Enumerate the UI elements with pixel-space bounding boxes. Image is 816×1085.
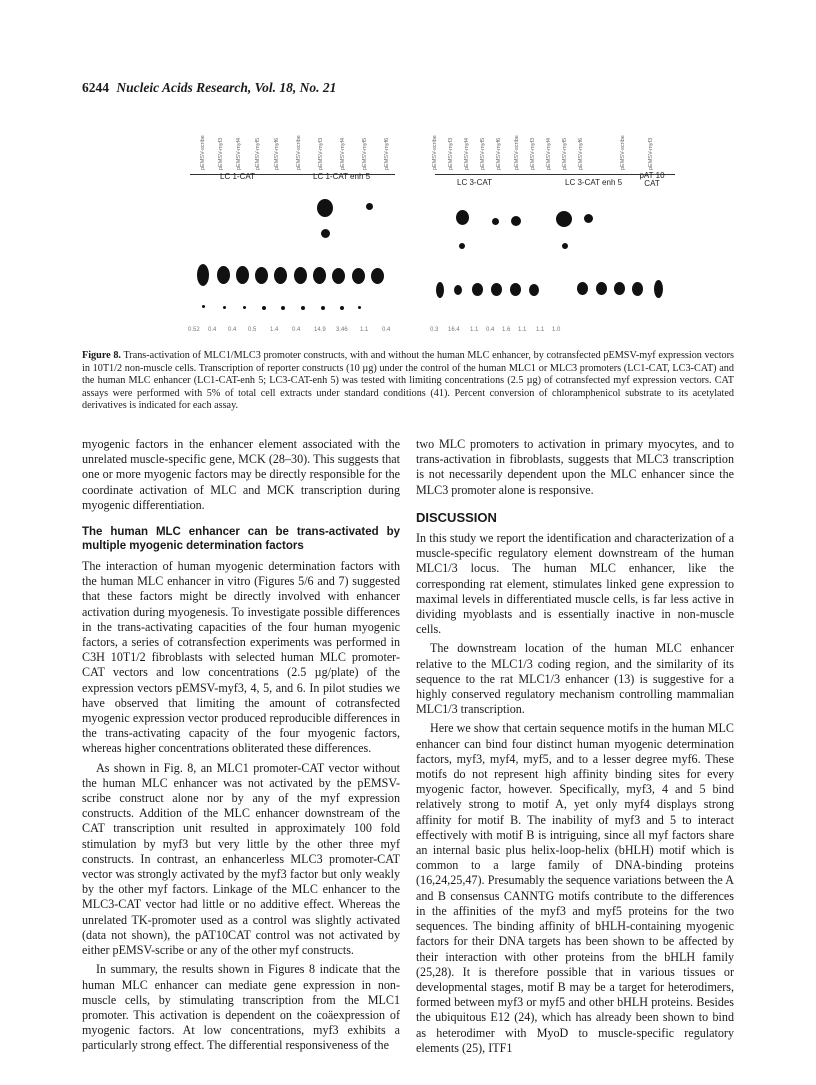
- cat-assay-spot: [202, 305, 205, 308]
- cat-assay-spot: [197, 264, 209, 286]
- percent-conversion-value: 3.46: [336, 327, 348, 333]
- figure-caption: [82, 350, 734, 413]
- paragraph: The downstream location of the human MLC enhancer relative to the MLC1/3 coding region, and the similarity of its sequence to the rat MLC1/3 enhancer (13) is suggestive for a highly conserved regulatory mechanism controlling mammalian MLC1/3 transcription.: [416, 641, 734, 717]
- cat-assay-spot: [294, 267, 307, 284]
- section-heading: DISCUSSION: [416, 509, 497, 525]
- cat-assay-spot: [456, 210, 469, 225]
- lane-label: pEMSV-myf5: [362, 137, 368, 170]
- paragraph: two MLC promoters to activation in primary myocytes, and to trans-activation in fibroblasts, suggests that MLC3 transcription is not necessarily dependent upon the MLC enhancer since the MLC3 promoter alone is responsive.: [416, 437, 734, 497]
- percent-conversion-value: 1.4: [270, 327, 279, 333]
- lane-label: pEMSV-myf3: [530, 137, 536, 170]
- percent-conversion-value: 0.4: [382, 327, 391, 333]
- lane-label: pEMSV-myf4: [236, 137, 242, 170]
- cat-assay-spot: [274, 267, 287, 284]
- cat-assay-spot: [492, 218, 499, 225]
- page-number: 6244: [82, 80, 109, 95]
- cat-assay-spot: [301, 306, 305, 310]
- lane-label: pEMSV-myf3: [218, 137, 224, 170]
- lane-label: pEMSV-myf3: [318, 137, 324, 170]
- figure-8-autoradiograph: [180, 110, 680, 340]
- paragraph: The interaction of human myogenic determination factors with the human MLC enhancer in vitro (Figures 5/6 and 7) suggested that these factors might be directly involved with enhancer activation during myogenesis. To investigate possible differences in the trans-activating capacities of the four human myogenic factors, a series of cotransfection experiments was performed in C3H 10T1/2 fibroblasts with selected human MLC promoter-CAT vectors and low concentrations (2.5 µg/plate) of the expression vectors pEMSV-myf3, 4, 5, and 6. In pilot studies we have observed that limiting the amount of cotransfected myogenic expression vector produced reproducible differences in the trans-activating capacity of the four myogenic factors, whereas higher concentrations obliterated these differences.: [82, 559, 400, 756]
- cat-assay-spot: [654, 280, 663, 298]
- lane-label: pEMSV-myf3: [648, 137, 654, 170]
- cat-assay-spot: [371, 268, 384, 284]
- lane-label: pEMSV-myf4: [464, 137, 470, 170]
- percent-conversion-value: 1.1: [470, 327, 479, 333]
- lane-label: pEMSV-myf5: [255, 137, 261, 170]
- percent-conversion-value: 0.52: [188, 327, 200, 333]
- page-header: [82, 80, 336, 96]
- cat-assay-spot: [472, 283, 483, 296]
- percent-conversion-value: 0.3: [430, 327, 439, 333]
- cat-assay-spot: [366, 203, 373, 210]
- right-column: [416, 437, 734, 1060]
- percent-conversion-value: 0.5: [248, 327, 257, 333]
- cat-assay-spot: [529, 284, 539, 296]
- cat-assay-spot: [321, 306, 325, 310]
- cat-assay-spot: [454, 285, 462, 295]
- cat-assay-spot: [556, 211, 572, 227]
- cat-assay-spot: [632, 282, 643, 296]
- lane-label: pEMSV-myf6: [578, 137, 584, 170]
- lane-label: pEMSV-myf4: [340, 137, 346, 170]
- lane-label: pEMSV-myf3: [448, 137, 454, 170]
- cat-assay-spot: [577, 282, 588, 295]
- lane-label: pEMSV-myf4: [546, 137, 552, 170]
- caption-label: Figure 8.: [82, 350, 121, 361]
- cat-assay-spot: [313, 267, 326, 284]
- cat-assay-spot: [321, 229, 330, 238]
- percent-conversion-value: 1.1: [360, 327, 369, 333]
- percent-conversion-value: 1.1: [536, 327, 545, 333]
- group-label-lc3: LC 3-CAT: [457, 178, 492, 187]
- cat-assay-spot: [491, 283, 502, 296]
- percent-conversion-value: 1.1: [518, 327, 527, 333]
- cat-assay-spot: [236, 266, 249, 284]
- percent-conversion-value: 14.9: [314, 327, 326, 333]
- cat-assay-spot: [562, 243, 568, 249]
- lane-label: pEMSV-scribe: [432, 135, 438, 170]
- percent-conversion-value: 1.0: [552, 327, 561, 333]
- group-label-lc3-enh: LC 3-CAT enh 5: [565, 178, 623, 187]
- percent-conversion-value: 16.4: [448, 327, 460, 333]
- cat-assay-spot: [262, 306, 266, 310]
- section-heading: The human MLC enhancer can be trans-activated by multiple myogenic determination factors: [82, 526, 400, 553]
- cat-assay-spot: [511, 216, 521, 226]
- paragraph: myogenic factors in the enhancer element associated with the unrelated muscle-specific gene, MCK (28–30). This suggests that one or more myogenic factors may be directly responsible for the coordinate activation of MLC and MCK transcription during myogenic differentiation.: [82, 437, 400, 512]
- percent-conversion-value: 0.4: [228, 327, 237, 333]
- percent-conversion-value: 1.6: [502, 327, 511, 333]
- paragraph: Here we show that certain sequence motifs in the human MLC enhancer can bind four distinct human myogenic determination factors, myf3, myf4, myf5, and to a lesser degree myf6. These motifs do not represent high affinity binding sites for every myogenic factor, however. Specifically, myf3, 4 and 5 bind relatively strong to motif A, yet only myf4 displays strong affinity for motif B. The inability of myf3 and 5 to interact effectively with motif B is intriguing, since all myf factors share an internal basic plus helix-loop-helix (bHLH) motif which is common to a large family of DNA-binding proteins (16,24,25,47). Presumably the sequence variations between the A and B consensus CANNTG motifs contribute to the differences in the affinities of the myf3 and myf5 proteins for the two sequences. The binding affinity of bHLH-containing myogenic factors for their DNA targets has been shown to be affected by their interaction with other proteins from the bHLH family (25,28). It is therefore possible that in various tissues or developmental stages, motif B may be a target for heterodimers, formed between myf3 or myf5 and other bHLH proteins. Besides the ubiquitous E12 (24), which has already been shown to bind as heterodimer with MyoD to muscle-specific regulatory elements (25), ITF1: [416, 721, 734, 1055]
- cat-assay-spot: [217, 266, 230, 284]
- cat-assay-spot: [352, 268, 365, 284]
- cat-assay-spot: [255, 267, 268, 284]
- paragraph: In this study we report the identification and characterization of a muscle-specific regulatory element downstream of the human MLC1/3 locus. The human MLC enhancer, like the corresponding rat element, stimulates linked gene expression to maximal levels in differentiated muscle cells, is far less active in dividing myoblasts and is essentially inactive in non-muscle cells.: [416, 531, 734, 637]
- lane-label: pEMSV-myf5: [480, 137, 486, 170]
- caption-text: Trans-activation of MLC1/MLC3 promoter constructs, with and without the human MLC enhancer, by cotransfected pEMSV-myf expression vectors in 10T1/2 non-muscle cells. Transcription of reporter constructs (10 µg) under the control of the human MLC1 or MLC3 promoters (LC1-CAT, LC3-CAT) and the human MLC enhancer (LC1-CAT-enh 5; LC3-CAT-enh 5) was tested with limiting concentrations (2.5 µg) of cotransfected myf expression vectors. CAT assays were performed with 5% of total cell extracts under standard conditions (41). Percent conversion of chloramphenicol substrate to its acetylated derivatives is indicated for each assay.: [82, 350, 734, 412]
- cat-assay-spot: [223, 306, 226, 309]
- cat-assay-spot: [332, 268, 345, 284]
- percent-conversion-value: 0.4: [208, 327, 217, 333]
- lane-label: pEMSV-scribe: [200, 135, 206, 170]
- cat-assay-spot: [358, 306, 361, 309]
- cat-assay-spot: [281, 306, 285, 310]
- cat-assay-spot: [510, 283, 521, 296]
- journal-citation: Nucleic Acids Research, Vol. 18, No. 21: [116, 80, 337, 95]
- group-label-lc1-enh: LC 1-CAT enh 5: [313, 172, 371, 181]
- cat-assay-spot: [436, 282, 444, 298]
- percent-conversion-value: 0.4: [292, 327, 301, 333]
- lane-label: pEMSV-myf6: [384, 137, 390, 170]
- cat-assay-spot: [459, 243, 465, 249]
- lane-label: pEMSV-myf6: [496, 137, 502, 170]
- left-column: [82, 437, 400, 1058]
- lane-label: pEMSV-scribe: [296, 135, 302, 170]
- cat-assay-spot: [614, 282, 625, 295]
- lane-label: pEMSV-scribe: [620, 135, 626, 170]
- cat-assay-spot: [596, 282, 607, 295]
- cat-assay-spot: [340, 306, 344, 310]
- cat-assay-spot: [243, 306, 246, 309]
- percent-conversion-value: 0.4: [486, 327, 495, 333]
- lane-label: pEMSV-myf5: [562, 137, 568, 170]
- paragraph: In summary, the results shown in Figures 8 indicate that the human MLC enhancer can mediate gene expression in non-muscle cells, by stimulating transcription from the MLC1 promoter. This activation is dependent on the coäexpression of myogenic factors. At low concentrations, myf3 exhibits a particularly strong effect. The differential responsiveness of the: [82, 962, 400, 1053]
- cat-assay-spot: [584, 214, 593, 223]
- group-label-pat10: pAT 10 CAT: [639, 171, 665, 188]
- lane-label: pEMSV-myf6: [274, 137, 280, 170]
- group-label-lc1: LC 1-CAT: [220, 172, 255, 181]
- paragraph: As shown in Fig. 8, an MLC1 promoter-CAT vector without the human MLC enhancer was not activated by the pEMSV-scribe construct alone nor by any of the myf expression constructs. Addition of the MLC enhancer downstream of the CAT transcription unit resulted in approximately 100 fold stimulation by myf3 but very little by the other three myf constructs. In contrast, an enhancerless MLC3 promoter-CAT vector was strongly activated by the myf3 factor but only weakly by the other myf factors. Linkage of the MLC enhancer to the MLC3-CAT vector had little or no additive effect. Whereas the unrelated TK-promoter used as a control was slightly activated (data not shown), the pAT10CAT control was not activated by either pEMSV-scribe or any of the other myf constructs.: [82, 760, 400, 958]
- cat-assay-spot: [317, 199, 333, 217]
- lane-label: pEMSV-scribe: [514, 135, 520, 170]
